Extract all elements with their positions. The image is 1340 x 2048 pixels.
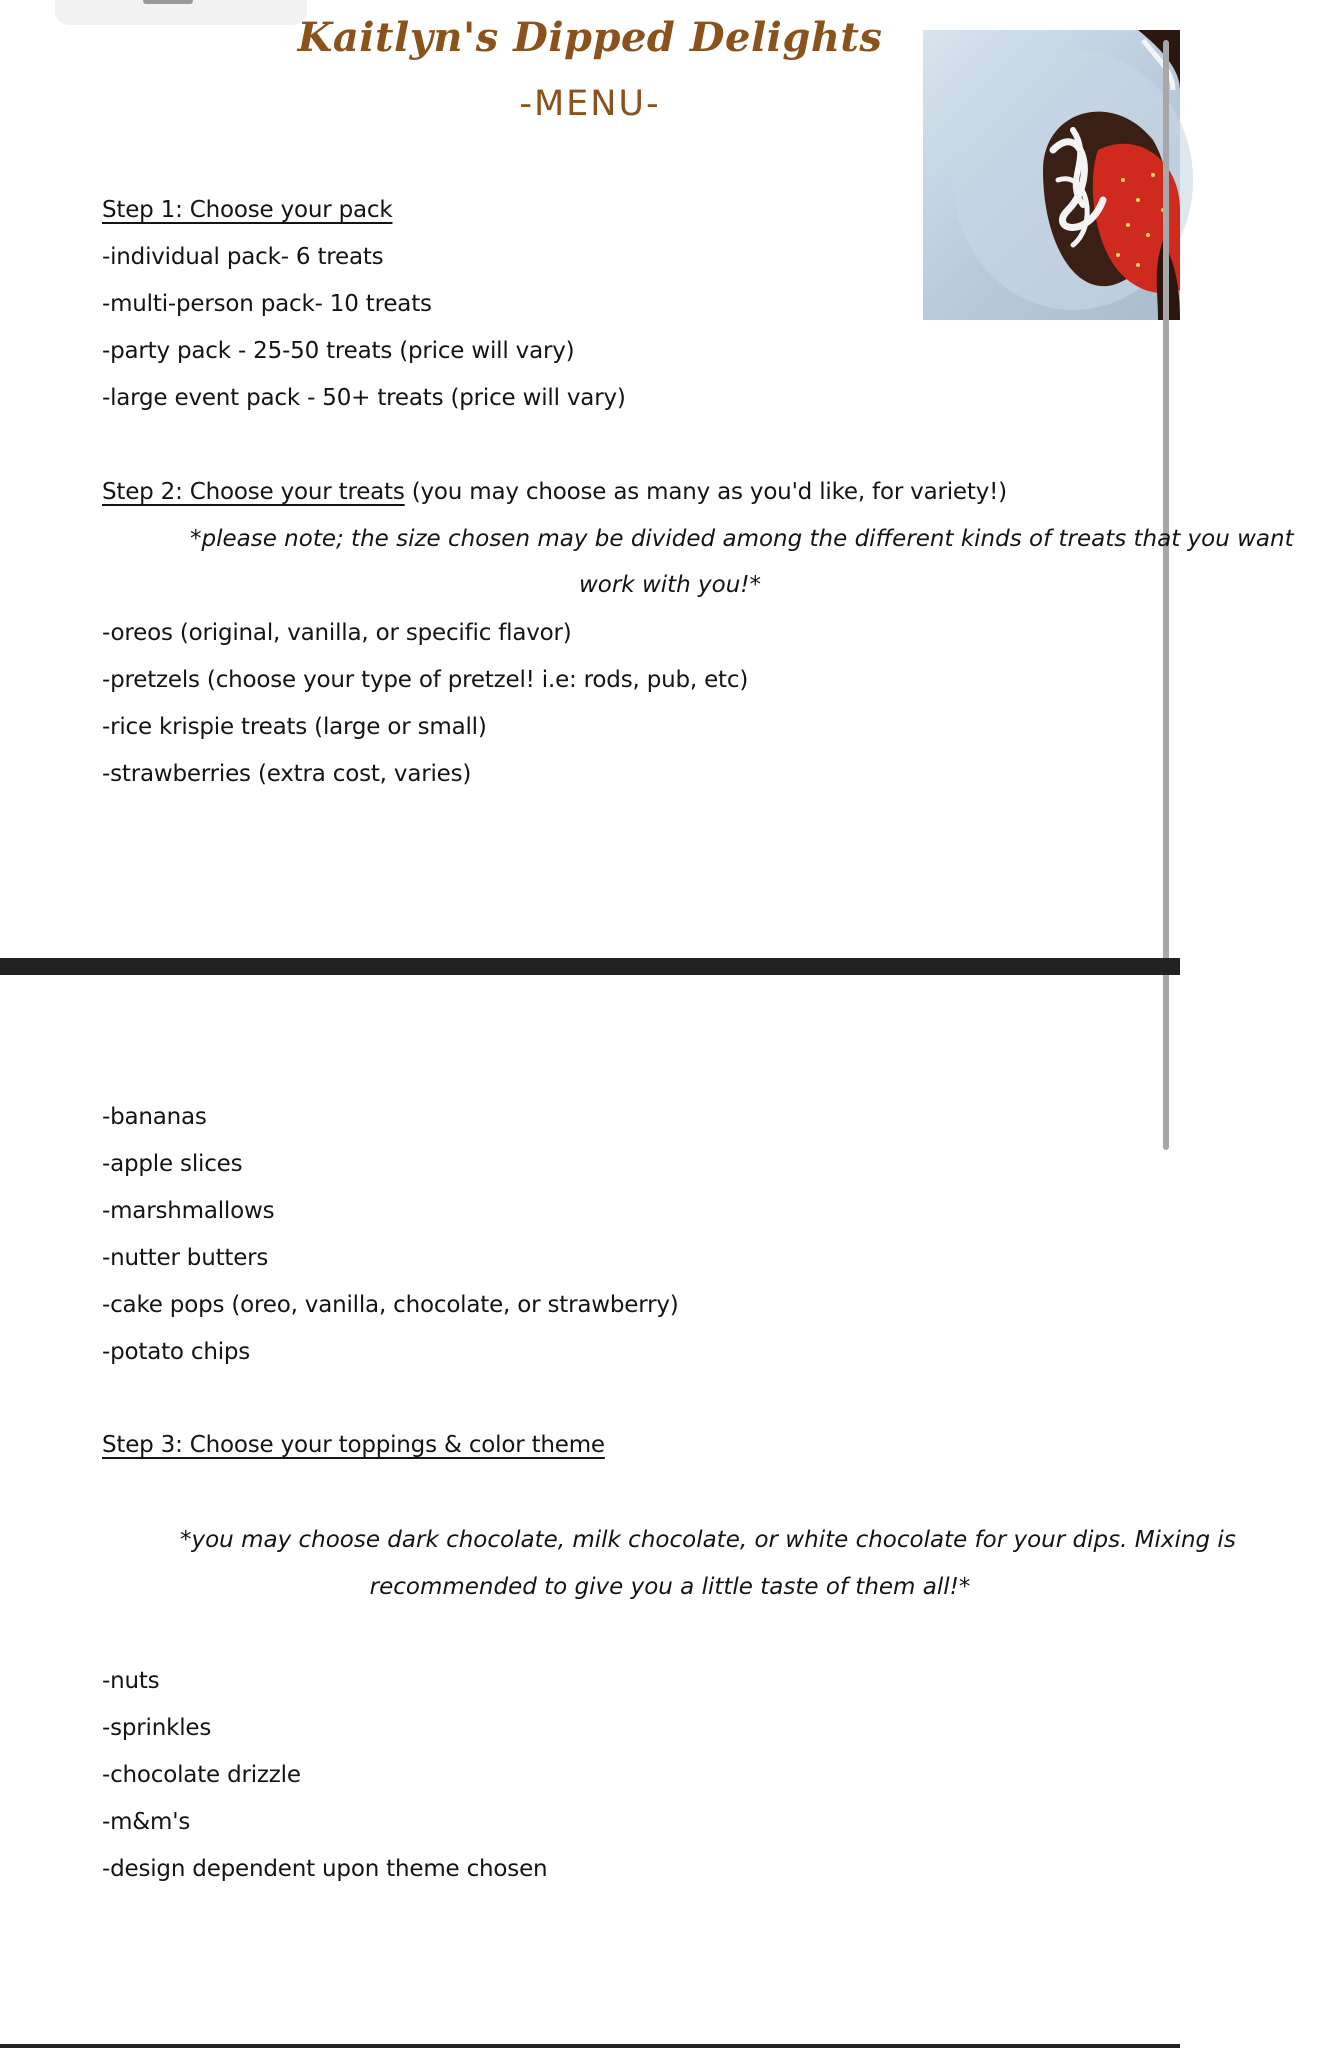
step3-heading: Step 3: Choose your toppings & color theme <box>102 1432 605 1458</box>
list-item: -large event pack - 50+ treats (price will vary) <box>102 385 626 411</box>
list-item: -nutter butters <box>102 1245 269 1271</box>
list-item: -apple slices <box>102 1151 243 1177</box>
list-item: -m&m's <box>102 1809 191 1835</box>
list-item: -cake pops (oreo, vanilla, chocolate, or strawberry) <box>102 1292 679 1318</box>
list-item: -multi-person pack- 10 treats <box>102 291 432 317</box>
strawberry-photo-icon <box>923 30 1180 320</box>
drag-handle[interactable] <box>143 0 193 4</box>
list-item: -party pack - 25-50 treats (price will vary) <box>102 338 575 364</box>
list-item: -individual pack- 6 treats <box>102 244 384 270</box>
list-item: -potato chips <box>102 1339 251 1365</box>
menu-heading: -MENU- <box>519 84 661 124</box>
step1-heading: Step 1: Choose your pack <box>102 197 393 223</box>
list-item: -pretzels (choose your type of pretzel! i.e: rods, pub, etc) <box>102 667 749 693</box>
list-item: -bananas <box>102 1104 207 1130</box>
page-break-bottom <box>0 2044 1180 2048</box>
step2-heading-line <box>102 479 1007 505</box>
list-item: -strawberries (extra cost, varies) <box>102 761 472 787</box>
chocolate-strawberry-photo <box>923 30 1180 320</box>
list-item: -nuts <box>102 1668 160 1694</box>
list-item: -chocolate drizzle <box>102 1762 301 1788</box>
step2-note-line1: *please note; the size chosen may be divided among the different kinds of treats that you want <box>190 526 1294 552</box>
step3-note-line2: recommended to give you a little taste of them all!* <box>369 1574 971 1600</box>
step2-heading: Step 2: Choose your treats <box>102 479 405 505</box>
list-item: -rice krispie treats (large or small) <box>102 714 487 740</box>
list-item: -design dependent upon theme chosen <box>102 1856 548 1882</box>
step2-note-line2: work with you!* <box>578 572 762 598</box>
page-break <box>0 958 1180 975</box>
step3-note-line1: *you may choose dark chocolate, milk chocolate, or white chocolate for your dips. Mixing is <box>180 1527 1236 1553</box>
list-item: -oreos (original, vanilla, or specific flavor) <box>102 620 572 646</box>
step2-heading-note: (you may choose as many as you'd like, for variety!) <box>404 479 1007 505</box>
list-item: -sprinkles <box>102 1715 212 1741</box>
document-title: Kaitlyn's Dipped Delights <box>297 14 883 61</box>
list-item: -marshmallows <box>102 1198 275 1224</box>
